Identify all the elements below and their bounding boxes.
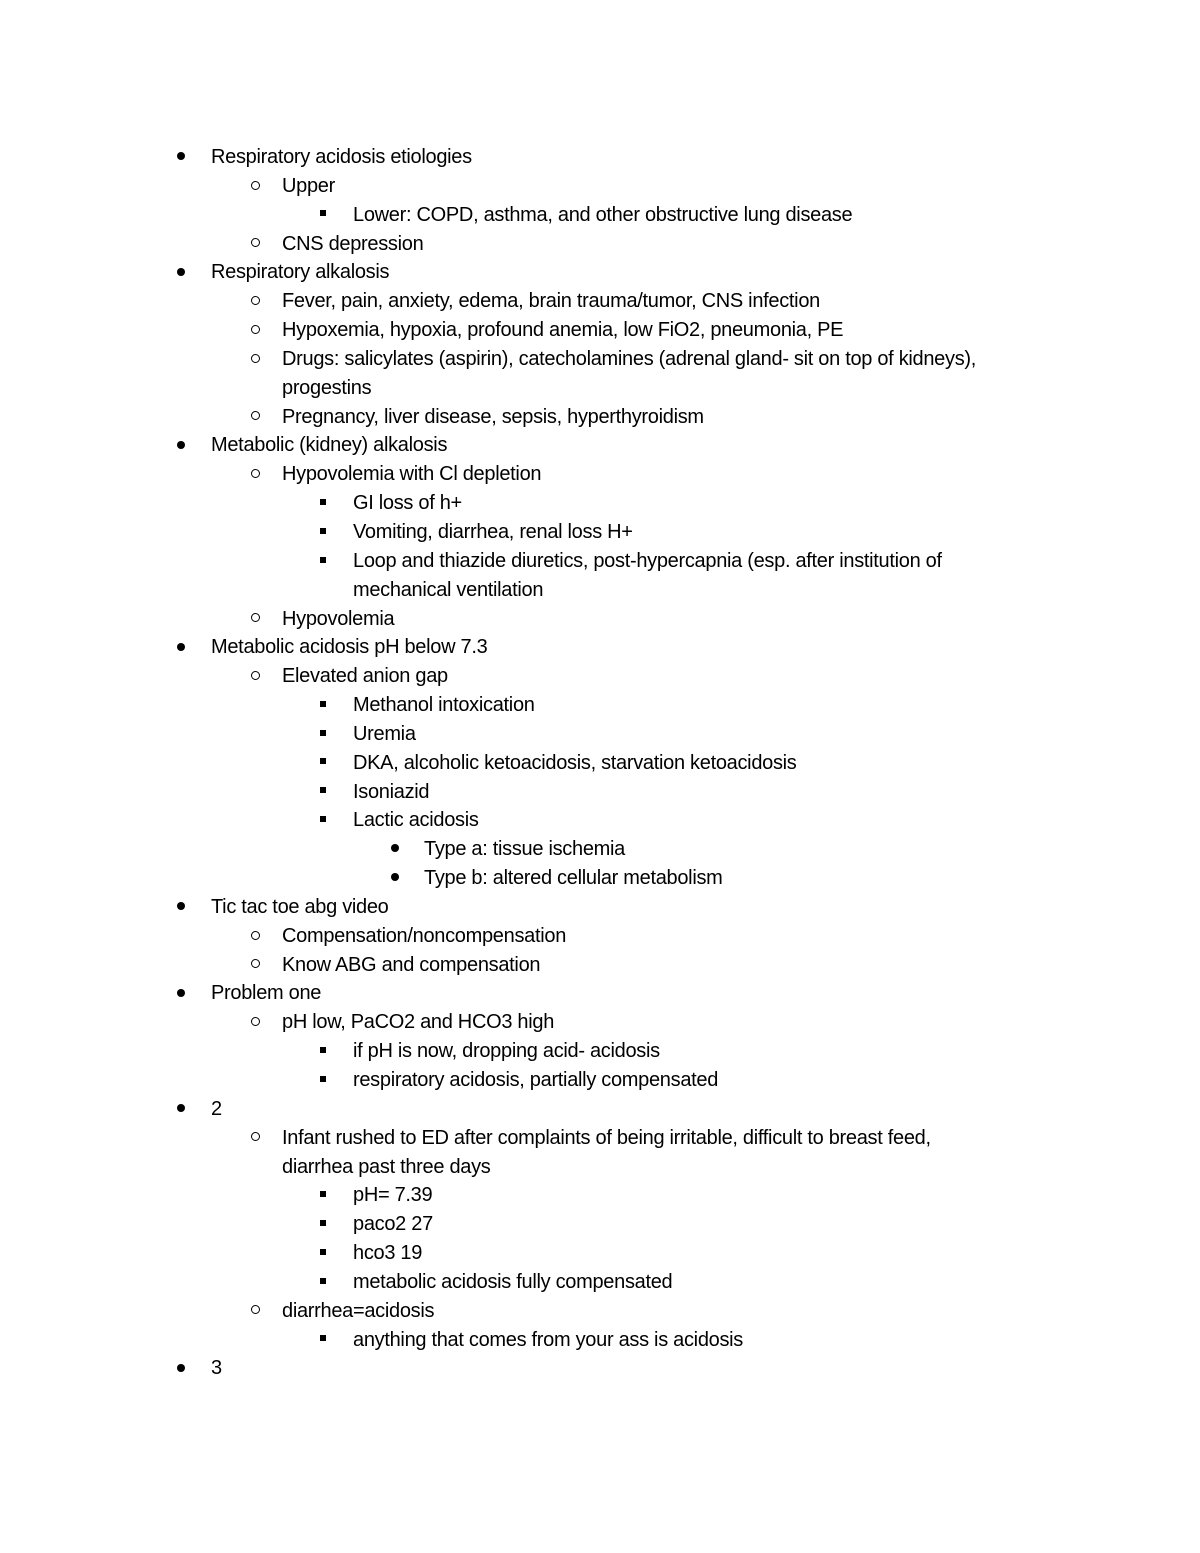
bullet-dot-icon [171, 431, 191, 460]
bullet-circle-icon [245, 316, 265, 345]
list-item-text: Isoniazid [353, 780, 430, 803]
list-item-text: if pH is now, dropping acid- acidosis [353, 1040, 660, 1063]
list-item-text: Infant rushed to ED after complaints of being irritable, difficult to breast feed, [282, 1126, 931, 1149]
list-item-level-3 [0, 1239, 1200, 1268]
list-item-level-4 [0, 835, 1200, 864]
list-item-level-3 [0, 1181, 1200, 1210]
list-item-continuation [0, 576, 1200, 605]
bullet-circle-icon [245, 605, 265, 634]
list-item-level-2 [0, 172, 1200, 201]
list-item-text: Problem one [211, 982, 322, 1005]
list-item-level-1 [0, 633, 1200, 662]
list-item-text: Fever, pain, anxiety, edema, brain trauma/tumor, CNS infection [282, 290, 820, 313]
list-item-level-3 [0, 201, 1200, 230]
list-item-level-2 [0, 1124, 1200, 1153]
list-item-text: respiratory acidosis, partially compensated [353, 1069, 719, 1091]
bullet-square-icon [313, 489, 333, 518]
list-item-continuation [0, 374, 1200, 403]
bullet-square-icon [313, 1268, 333, 1297]
bullet-square-icon [313, 1239, 333, 1268]
bullet-circle-icon [245, 230, 265, 259]
list-item-text: paco2 27 [353, 1213, 433, 1236]
list-item-text: Hypovolemia [282, 607, 395, 630]
bullet-circle-icon [245, 345, 265, 374]
list-item-continuation [0, 1153, 1200, 1182]
list-item-text: progestins [282, 376, 372, 399]
list-item-text: anything that comes from your ass is acidosis [353, 1328, 744, 1351]
list-item-level-2 [0, 662, 1200, 691]
list-item-text: mechanical ventilation [353, 578, 544, 601]
list-item-level-1 [0, 1095, 1200, 1124]
bullet-square-icon [313, 547, 333, 576]
bullet-dot-icon [171, 143, 191, 172]
list-item-text: Methanol intoxication [353, 694, 535, 717]
list-item-level-3 [0, 547, 1200, 576]
list-item-level-2 [0, 460, 1200, 489]
bullet-square-icon [313, 1326, 333, 1355]
list-item-text: Metabolic (kidney) alkalosis [211, 434, 448, 457]
bullet-square-icon [313, 778, 333, 807]
list-item-text: 3 [211, 1357, 222, 1380]
list-item-text: Type a: tissue ischemia [424, 838, 625, 861]
bullet-circle-icon [245, 951, 265, 980]
list-item-text: 2 [211, 1097, 222, 1120]
bullet-circle-icon [245, 1297, 265, 1326]
list-item-level-1 [0, 431, 1200, 460]
bullet-dot-icon [171, 1354, 191, 1383]
bullet-dot-icon [385, 835, 405, 864]
list-item-text: pH= 7.39 [353, 1184, 433, 1207]
bullet-square-icon [313, 1037, 333, 1066]
bullet-circle-icon [245, 662, 265, 691]
list-item-level-3 [0, 720, 1200, 749]
bullet-square-icon [313, 201, 333, 230]
list-item-level-3 [0, 691, 1200, 720]
list-item-level-3 [0, 1066, 1200, 1095]
list-item-level-3 [0, 489, 1200, 518]
bullet-dot-icon [171, 633, 191, 662]
bullet-circle-icon [245, 403, 265, 432]
list-item-text: Know ABG and compensation [282, 953, 541, 976]
list-item-text: Hypoxemia, hypoxia, profound anemia, low FiO2, pneumonia, PE [282, 319, 844, 342]
list-item-text: Uremia [353, 722, 416, 745]
list-item-level-3 [0, 518, 1200, 547]
bullet-square-icon [313, 1210, 333, 1239]
list-item-text: Metabolic acidosis pH below 7.3 [211, 636, 488, 659]
list-item-text: Lactic acidosis [353, 809, 479, 832]
bullet-square-icon [313, 720, 333, 749]
bullet-circle-icon [245, 172, 265, 201]
list-item-level-2 [0, 951, 1200, 980]
list-item-level-2 [0, 403, 1200, 432]
list-item-text: pH low, PaCO2 and HCO3 high [282, 1011, 555, 1034]
bullet-square-icon [313, 1066, 333, 1095]
bullet-circle-icon [245, 1124, 265, 1153]
list-item-text: Vomiting, diarrhea, renal loss H+ [353, 520, 633, 543]
list-item-text: Upper [282, 174, 335, 197]
list-item-level-1 [0, 893, 1200, 922]
list-item-text: Drugs: salicylates (aspirin), catecholamines (adrenal gland- sit on top of kidneys), [282, 347, 977, 370]
list-item-text: Respiratory acidosis etiologies [211, 146, 472, 168]
list-item-level-1 [0, 979, 1200, 1008]
bullet-dot-icon [171, 979, 191, 1008]
bullet-circle-icon [245, 287, 265, 316]
list-item-text: Tic tac toe abg video [211, 895, 389, 918]
list-item-text: DKA, alcoholic ketoacidosis, starvation ketoacidosis [353, 751, 797, 774]
list-item-level-2 [0, 230, 1200, 259]
list-item-text: Pregnancy, liver disease, sepsis, hyperthyroidism [282, 405, 704, 428]
list-item-level-3 [0, 749, 1200, 778]
list-item-text: Compensation/noncompensation [282, 924, 567, 947]
bullet-dot-icon [385, 864, 405, 893]
list-item-level-3 [0, 1210, 1200, 1239]
list-item-level-2 [0, 922, 1200, 951]
bullet-circle-icon [245, 1008, 265, 1037]
bullet-square-icon [313, 806, 333, 835]
bullet-square-icon [313, 1181, 333, 1210]
list-item-level-2 [0, 1008, 1200, 1037]
bullet-square-icon [313, 749, 333, 778]
bullet-square-icon [313, 518, 333, 547]
list-item-level-1 [0, 258, 1200, 287]
list-item-level-3 [0, 1268, 1200, 1297]
bullet-circle-icon [245, 922, 265, 951]
document-body [0, 143, 1200, 1383]
list-item-text: Respiratory alkalosis [211, 261, 390, 284]
list-item-level-3 [0, 806, 1200, 835]
bullet-dot-icon [171, 1095, 191, 1124]
list-item-text: diarrhea=acidosis [282, 1299, 435, 1322]
list-item-text: Loop and thiazide diuretics, post-hypercapnia (esp. after institution of [353, 549, 942, 572]
list-item-level-1 [0, 1354, 1200, 1383]
bullet-square-icon [313, 691, 333, 720]
list-item-level-3 [0, 1326, 1200, 1355]
list-item-level-3 [0, 1037, 1200, 1066]
list-item-text: Elevated anion gap [282, 665, 448, 688]
list-item-level-4 [0, 864, 1200, 893]
list-item-level-3 [0, 778, 1200, 807]
list-item-text: GI loss of h+ [353, 492, 462, 515]
list-item-text: Type b: altered cellular metabolism [424, 867, 723, 890]
list-item-text: Hypovolemia with Cl depletion [282, 463, 542, 486]
bullet-circle-icon [245, 460, 265, 489]
list-item-level-2 [0, 316, 1200, 345]
list-item-text: Lower: COPD, asthma, and other obstructive lung disease [353, 203, 853, 226]
list-item-level-2 [0, 1297, 1200, 1326]
list-item-level-1 [0, 143, 1200, 172]
list-item-text: hco3 19 [353, 1242, 423, 1265]
bullet-dot-icon [171, 258, 191, 287]
list-item-text: diarrhea past three days [282, 1155, 491, 1178]
bullet-dot-icon [171, 893, 191, 922]
list-item-level-2 [0, 287, 1200, 316]
list-item-text: metabolic acidosis fully compensated [353, 1270, 673, 1293]
list-item-text: CNS depression [282, 232, 424, 255]
list-item-level-2 [0, 605, 1200, 634]
list-item-level-2 [0, 345, 1200, 374]
